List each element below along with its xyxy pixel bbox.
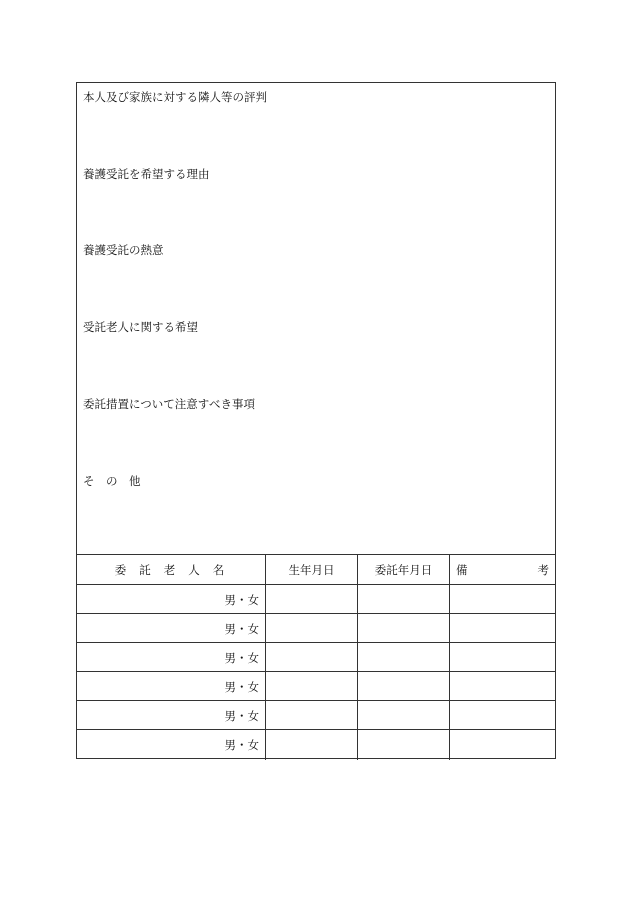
remarks-cell <box>450 585 555 614</box>
entrust-date-cell <box>358 643 450 672</box>
sex-cell: 男・女 <box>77 701 266 730</box>
birth-date-cell <box>266 614 358 643</box>
table-row <box>77 700 555 730</box>
sex-cell: 男・女 <box>77 730 266 760</box>
entrust-date-cell <box>358 672 450 701</box>
entrust-date-cell <box>358 730 450 760</box>
entrusted-elderly-table <box>77 554 555 760</box>
table-row <box>77 729 555 760</box>
entrust-date-cell <box>358 585 450 614</box>
remarks-cell <box>450 614 555 643</box>
entrustment-form <box>76 82 556 759</box>
sex-cell: 男・女 <box>77 585 266 614</box>
sex-cell: 男・女 <box>77 643 266 672</box>
remarks-cell <box>450 643 555 672</box>
note-reason-for-request: 養護受託を希望する理由 <box>83 167 210 181</box>
sex-cell: 男・女 <box>77 672 266 701</box>
table-row <box>77 642 555 672</box>
birth-date-cell <box>266 643 358 672</box>
table-header-row <box>77 555 555 584</box>
header-remarks-left: 備 <box>456 562 468 577</box>
header-remarks-right: 考 <box>537 562 549 577</box>
header-entrust-date: 委託年月日 <box>358 555 450 584</box>
remarks-cell <box>450 672 555 701</box>
header-birth-date: 生年月日 <box>266 555 358 584</box>
header-name: 委託老人名 <box>77 555 266 584</box>
remarks-cell <box>450 730 555 760</box>
note-other: そ の 他 <box>83 474 141 488</box>
note-neighbor-reputation: 本人及び家族に対する隣人等の評判 <box>83 90 267 104</box>
entrust-date-cell <box>358 614 450 643</box>
birth-date-cell <box>266 701 358 730</box>
table-row <box>77 613 555 643</box>
remarks-cell <box>450 701 555 730</box>
note-cautions: 委託措置について注意すべき事項 <box>83 397 256 411</box>
note-elderly-preferences: 受託老人に関する希望 <box>83 320 198 334</box>
table-row <box>77 671 555 701</box>
note-enthusiasm: 養護受託の熱意 <box>83 243 164 257</box>
table-row <box>77 584 555 614</box>
entrust-date-cell <box>358 701 450 730</box>
birth-date-cell <box>266 730 358 760</box>
notes-section <box>77 83 555 554</box>
birth-date-cell <box>266 672 358 701</box>
sex-cell: 男・女 <box>77 614 266 643</box>
header-remarks <box>450 555 555 584</box>
birth-date-cell <box>266 585 358 614</box>
